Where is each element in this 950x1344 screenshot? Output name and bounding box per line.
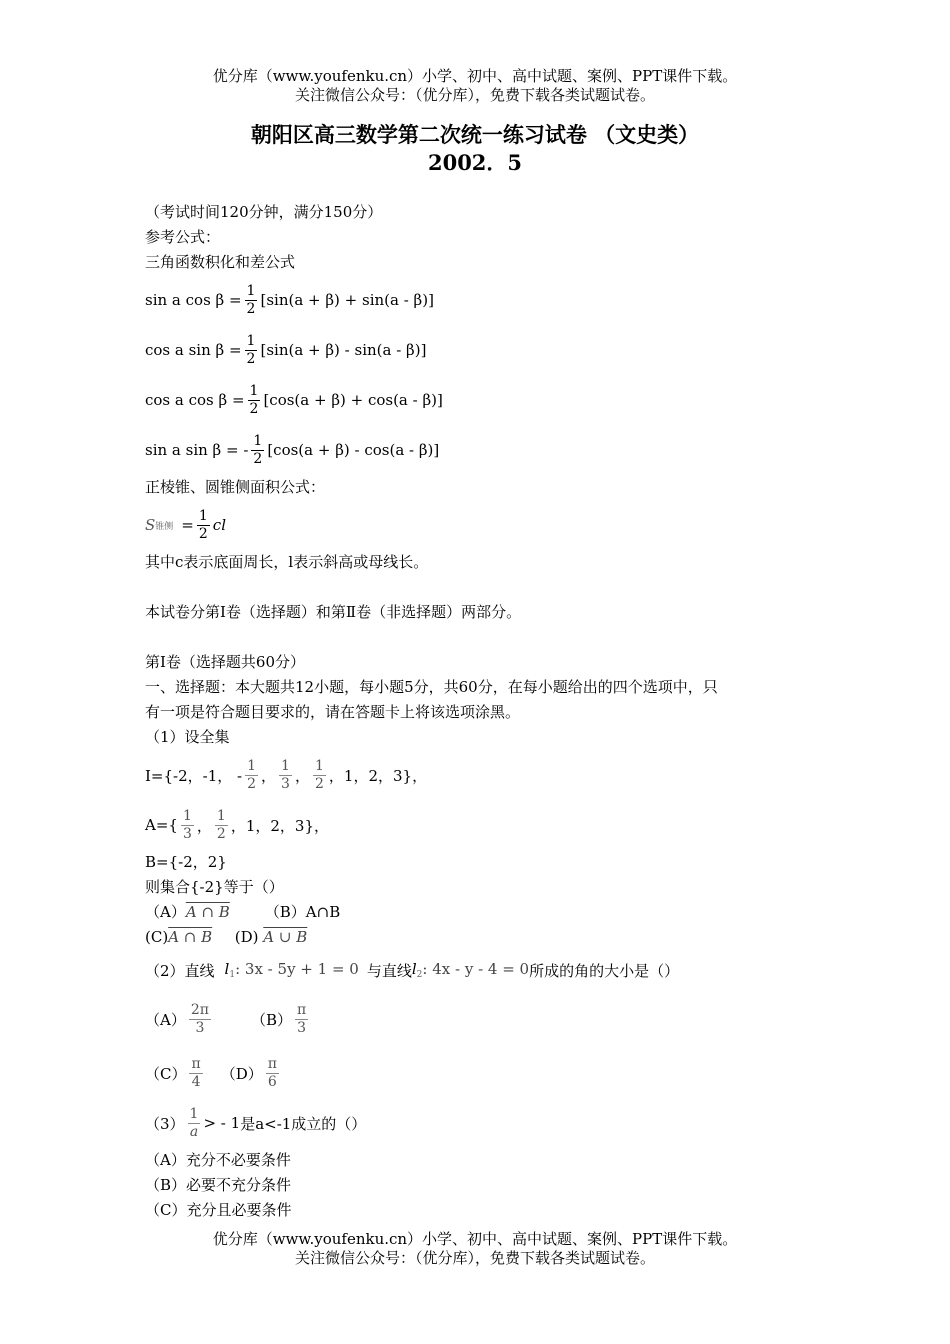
q2-option-b-fraction xyxy=(295,1002,308,1037)
reference-label: 参考公式： xyxy=(145,228,221,246)
fraction-numerator: 1 xyxy=(249,382,259,399)
fraction-numerator: 1 xyxy=(247,757,257,774)
formula-1-lhs: sin a cos β = xyxy=(145,291,242,309)
q1-options-cd xyxy=(145,925,825,950)
parts-note: 本试卷分第Ⅰ卷（选择题）和第Ⅱ卷（非选择题）两部分。 xyxy=(145,603,522,621)
fraction-numerator: π xyxy=(296,1001,307,1018)
section-1-heading: 第Ⅰ卷（选择题共60分） xyxy=(145,653,306,671)
fraction-numerator: 2π xyxy=(190,1001,209,1018)
q2-line-1 xyxy=(225,960,359,980)
option-math: A ∩ B xyxy=(168,928,213,946)
formula-1-fraction xyxy=(245,283,258,318)
fraction-denominator: 3 xyxy=(182,825,192,842)
q2-options-cd xyxy=(145,1048,825,1098)
formula-4 xyxy=(145,425,825,475)
formula-3-fraction xyxy=(248,383,261,418)
title-line-1: 朝阳区高三数学第二次统一练习试卷 （文史类） xyxy=(250,122,700,147)
formula-2-rhs: [sin(a + β) - sin(a - β)] xyxy=(260,341,427,359)
formula-2-fraction xyxy=(245,333,258,368)
q3-fraction xyxy=(188,1106,201,1141)
q1-set-b: B={-2，2} xyxy=(145,853,227,871)
q2-line-2 xyxy=(412,960,529,980)
trig-formula-label: 三角函数积化和差公式 xyxy=(145,253,296,271)
fraction-denominator: 3 xyxy=(281,775,290,792)
q2-option-a-label: （A） xyxy=(145,1010,186,1029)
line-subscript: 1 xyxy=(229,970,236,980)
q1-a-fraction-2 xyxy=(215,808,228,843)
option-label: （A） xyxy=(145,903,186,921)
footer-line-1: 优分库（www.youfenku.cn）小学、初中、高中试题、案例、PPT课件下载。 xyxy=(212,1230,738,1248)
q1-i-prefix: I={-2，-1， - xyxy=(145,766,243,785)
q2-option-d-fraction xyxy=(266,1056,279,1091)
q2-option-c-fraction xyxy=(189,1056,202,1091)
page-header xyxy=(0,67,950,105)
area-formula xyxy=(145,500,825,550)
page-footer xyxy=(0,1230,950,1268)
line-symbol: l xyxy=(411,960,417,978)
exam-info: （考试时间120分钟，满分150分） xyxy=(145,203,383,221)
option-label: (D) xyxy=(234,928,259,946)
formula-3 xyxy=(145,375,825,425)
formula-4-rhs: [cos(a + β) - cos(a - β)] xyxy=(267,441,440,459)
area-rhs: cl xyxy=(212,516,226,534)
line-subscript: 2 xyxy=(416,970,423,980)
fraction-numerator: 1 xyxy=(189,1105,199,1122)
fraction-denominator: 2 xyxy=(216,825,226,842)
option-math: A ∪ B xyxy=(263,928,308,946)
header-line-1: 优分库（www.youfenku.cn）小学、初中、高中试题、案例、PPT课件下载。 xyxy=(212,67,738,85)
fraction-denominator: 3 xyxy=(297,1019,307,1036)
q1-option-d xyxy=(235,928,307,946)
area-equals: = xyxy=(181,516,194,534)
area-subscript: 锥侧 xyxy=(155,521,174,532)
fraction-numerator: 1 xyxy=(253,432,263,449)
separator: ， xyxy=(261,766,277,785)
fraction-numerator: 1 xyxy=(281,757,290,774)
separator: ， xyxy=(294,766,310,785)
formula-3-rhs: [cos(a + β) + cos(a - β)] xyxy=(263,391,443,409)
formula-2 xyxy=(145,325,825,375)
line-equation: : 3x - 5y + 1 = 0 xyxy=(235,960,359,978)
fraction-denominator: 2 xyxy=(253,450,263,467)
fraction-numerator: π xyxy=(191,1055,201,1072)
q2-options-ab xyxy=(145,990,825,1048)
q1-i-fraction-2 xyxy=(279,758,292,793)
fraction-denominator: 2 xyxy=(314,775,324,792)
formula-3-lhs: cos a cos β = xyxy=(145,391,245,409)
header-line-2: 关注微信公众号：（优分库），免费下载各类试题试卷。 xyxy=(294,86,655,104)
fraction-numerator: 1 xyxy=(216,807,226,824)
fraction-numerator: 1 xyxy=(314,757,324,774)
line-equation: : 4x - y - 4 = 0 xyxy=(422,960,530,978)
q2-prefix: （2）直线 xyxy=(145,961,215,980)
line-symbol: l xyxy=(224,960,230,978)
q1-ask: 则集合{-2}等于（） xyxy=(145,878,284,896)
fraction-numerator: 1 xyxy=(246,332,256,349)
exam-body xyxy=(145,200,825,1223)
fraction-denominator: 2 xyxy=(247,775,257,792)
q2-option-d-label: （D） xyxy=(220,1064,263,1083)
q1-i-fraction-3 xyxy=(313,758,326,793)
fraction-numerator: 1 xyxy=(246,282,256,299)
cl-note: 其中c表示底面周长，l表示斜高或母线长。 xyxy=(145,553,429,571)
fraction-denominator: 4 xyxy=(191,1073,201,1090)
q1-option-b: （B）A∩B xyxy=(264,903,341,921)
q3-stem xyxy=(145,1098,825,1148)
q3-option-a: （A）充分不必要条件 xyxy=(145,1151,291,1169)
fraction-denominator: a xyxy=(189,1123,199,1140)
title-line-2: 2002．5 xyxy=(427,150,523,175)
section-1-instructions-line-1: 一、选择题：本大题共12小题，每小题5分，共60分，在每小题给出的四个选项中，只 xyxy=(145,678,718,696)
q2-mid: 与直线 xyxy=(366,961,412,980)
fraction-denominator: 2 xyxy=(246,300,256,317)
q2-option-a-fraction xyxy=(189,1002,211,1037)
q3-inequality: > - 1 xyxy=(203,1114,241,1132)
q1-options-ab xyxy=(145,900,825,925)
formula-2-lhs: cos a sin β = xyxy=(145,341,242,359)
formula-1-rhs: [sin(a + β) + sin(a - β)] xyxy=(260,291,434,309)
q1-set-a xyxy=(145,800,825,850)
fraction-numerator: 1 xyxy=(198,507,208,524)
q2-option-b-label: （B） xyxy=(250,1010,292,1029)
fraction-denominator: 3 xyxy=(195,1019,205,1036)
q1-i-suffix: ，1，2，3}， xyxy=(328,766,428,785)
fraction-denominator: 2 xyxy=(246,350,256,367)
fraction-numerator: π xyxy=(267,1055,277,1072)
q1-set-i xyxy=(145,750,825,800)
q3-option-b: （B）必要不充分条件 xyxy=(145,1176,292,1194)
formula-4-fraction xyxy=(251,433,264,468)
area-fraction xyxy=(197,508,210,543)
q3-prefix: （3） xyxy=(145,1114,185,1133)
q1-a-suffix: ，1，2，3}， xyxy=(230,816,329,835)
q1-option-a xyxy=(145,900,260,925)
formula-4-lhs: sin a sin β = - xyxy=(145,441,249,459)
option-label: (C) xyxy=(145,928,169,946)
q1-a-prefix: A={ xyxy=(145,816,178,834)
q1-option-c xyxy=(145,925,230,950)
exam-title xyxy=(0,121,950,177)
formula-1 xyxy=(145,275,825,325)
fraction-denominator: 6 xyxy=(267,1073,277,1090)
q1-stem: （1）设全集 xyxy=(145,728,230,746)
q2-stem xyxy=(145,950,825,990)
separator: ， xyxy=(196,816,212,835)
fraction-denominator: 2 xyxy=(249,400,259,417)
pyramid-area-label: 正棱锥、圆锥侧面积公式： xyxy=(145,478,326,496)
q1-a-fraction-1 xyxy=(181,808,194,843)
q3-option-c: （C）充分且必要条件 xyxy=(145,1201,292,1219)
option-math: A ∩ B xyxy=(185,903,230,921)
q1-i-fraction-1 xyxy=(245,758,258,793)
fraction-numerator: 1 xyxy=(182,807,192,824)
section-1-instructions-line-2: 有一项是符合题目要求的，请在答题卡上将该选项涂黑。 xyxy=(145,703,521,721)
q2-suffix: 所成的角的大小是（） xyxy=(529,961,680,980)
area-symbol: S xyxy=(145,516,156,534)
footer-line-2: 关注微信公众号：（优分库），免费下载各类试题试卷。 xyxy=(294,1249,655,1267)
fraction-denominator: 2 xyxy=(198,525,208,542)
q3-suffix: 是a<-1成立的（） xyxy=(240,1114,367,1133)
q2-option-c-label: （C） xyxy=(145,1064,187,1083)
